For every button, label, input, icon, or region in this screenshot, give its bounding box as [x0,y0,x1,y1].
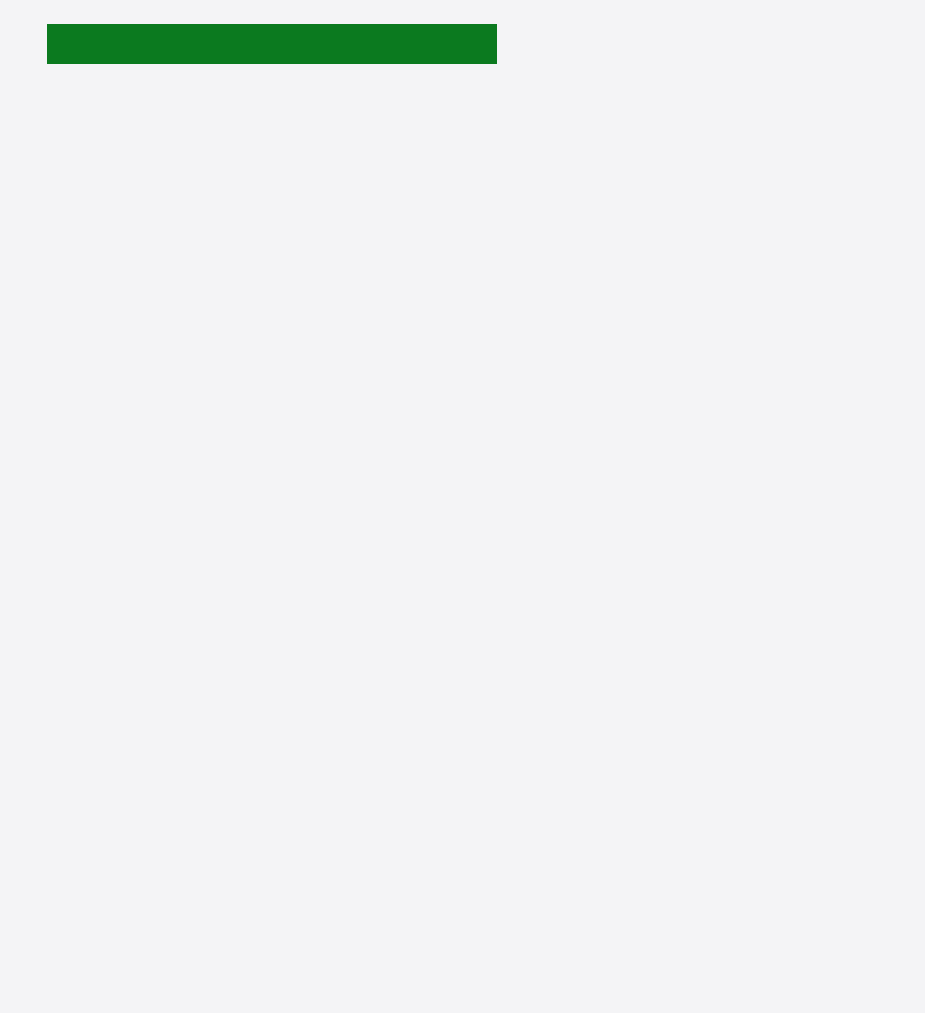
pie-chart [420,90,920,610]
section-header [47,24,497,64]
pie-svg [420,90,760,610]
